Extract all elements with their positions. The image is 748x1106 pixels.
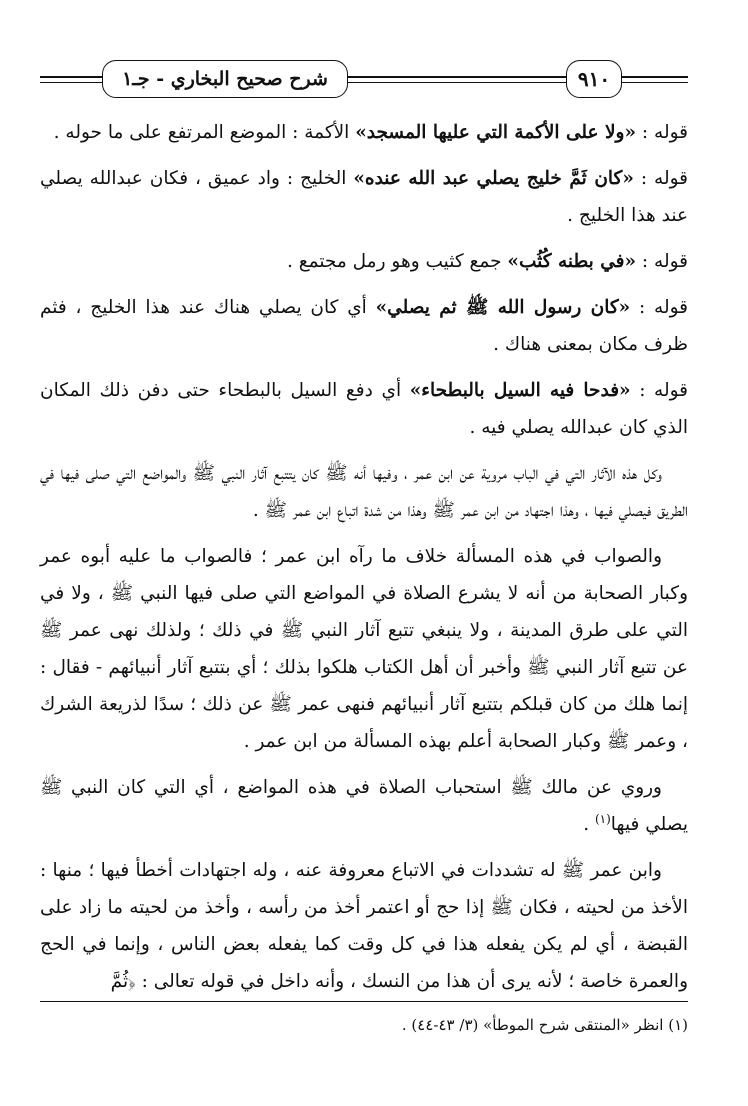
hadith-quote: «ولا على الأكمة التي عليها المسجد» — [355, 122, 637, 143]
paragraph-text: جمع كثيب وهو رمل مجتمع . — [287, 251, 508, 272]
page — [40, 54, 688, 1084]
header-rule-right — [622, 76, 688, 78]
header-rule-left — [40, 76, 102, 78]
hadith-quote: «كان ثَمَّ خليج يصلي عبد الله عنده» — [353, 168, 634, 189]
paragraph-lead: قوله : — [630, 380, 689, 401]
footnote-ref[interactable]: (١) — [594, 811, 611, 826]
footnote: (١) انظر «المنتقى شرح الموطأ» (٣/ ٤٣-٤٤) . — [401, 1016, 688, 1034]
paragraph: وابن عمر ﷺ له تشددات في الاتباع معروفة عنه ، وله اجتهادات أخطأ فيها ؛ منها : الأخذ من لحيته ، فكان ﷺ إذا حج أو اعتمر أخذ من رأسه ، وأخذ من لحيته ما زاد على القبضة ، أي لم يكن يفعله هذا في كل وقت كما يفعله بعض الناس ، وإنما في الحج والعمرة خاصة ؛ لأنه يرى أن هذا من النسك ، وأنه داخل في قوله تعالى : ﴿ثُمَّ — [40, 860, 688, 992]
paragraph: والصواب في هذه المسألة خلاف ما رآه ابن عمر ؛ فالصواب ما عليه أبوه عمر وكبار الصحابة من أنه لا يشرع الصلاة في المواضع التي صلى فيها النبي ﷺ ، ولا في التي على طرق المدينة ، ولا ينبغي تتبع آثار النبي ﷺ في ذلك ؛ ولذلك نهى عمر ﷺ عن تتبع آثار النبي ﷺ وأخبر أن أهل الكتاب هلكوا بذلك ؛ أي بتتبع آثار أنبيائهم - فقال : إنما هلك من كان قبلكم بتتبع آثار أنبيائهم فنهى عمر ﷺ عن ذلك ؛ سدًا لذريعة الشرك ، وعمر ﷺ وكبار الصحابة أعلم بهذه المسألة من ابن عمر . — [40, 546, 688, 752]
page-number: ٩١٠ — [566, 60, 622, 98]
paragraph-text: وروي عن مالك ﷺ استحباب الصلاة في هذه المواضع ، أي التي كان النبي ﷺ يصلي فيها — [40, 777, 688, 835]
hadith-quote: «كان رسول الله ﷺ ثم يصلي» — [375, 297, 631, 318]
paragraph-text: أي دفع السيل بالبطحاء حتى دفن ذلك المكان الذي كان عبدالله يصلي فيه . — [40, 380, 688, 438]
paragraph — [40, 160, 688, 234]
header-rule-middle — [348, 76, 566, 78]
paragraph-text: الخليج : واد عميق ، فكان عبدالله يصلي عند هذا الخليج . — [40, 168, 688, 226]
hadith-quote: «فدحا فيه السيل بالبطحاء» — [409, 380, 631, 401]
paragraph — [40, 372, 688, 446]
header-rule-right-thin — [622, 82, 688, 83]
paragraph — [40, 243, 688, 280]
page-header — [40, 54, 688, 104]
paragraph-lead: قوله : — [630, 297, 688, 318]
paragraph-lead: قوله : — [636, 122, 688, 143]
hadith-quote: «في بطنه كُثُب» — [507, 251, 637, 272]
paragraph-end: . — [583, 814, 595, 835]
paragraph-lead: قوله : — [633, 168, 688, 189]
paragraph — [40, 114, 688, 151]
paragraph-text: أي كان يصلي هناك عند هذا الخليج ، فثم ظرف مكان بمعنى هناك . — [40, 297, 688, 355]
footnote-separator — [40, 1001, 688, 1002]
paragraph — [40, 769, 688, 843]
page-body — [40, 114, 688, 1009]
paragraph: وكل هذه الآثار التي في الباب مروية عن ابن عمر ، وفيها أنه ﷺ كان يتتبع آثار النبي ﷺ والمواضع التي صلى فيها في الطريق فيصلي فيها ، وهذا اجتهاد من ابن عمر ﷺ وهذا من شدة اتباع ابن عمر ﷺ . — [40, 463, 688, 521]
paragraph — [40, 289, 688, 363]
running-title: شرح صحيح البخاري - جـ١ — [102, 60, 348, 98]
paragraph-lead: قوله : — [636, 251, 688, 272]
header-rule-left-thin — [40, 82, 102, 83]
header-rule-middle-thin — [348, 82, 566, 83]
paragraph-text: الأكمة : الموضع المرتفع على ما حوله . — [53, 122, 356, 143]
